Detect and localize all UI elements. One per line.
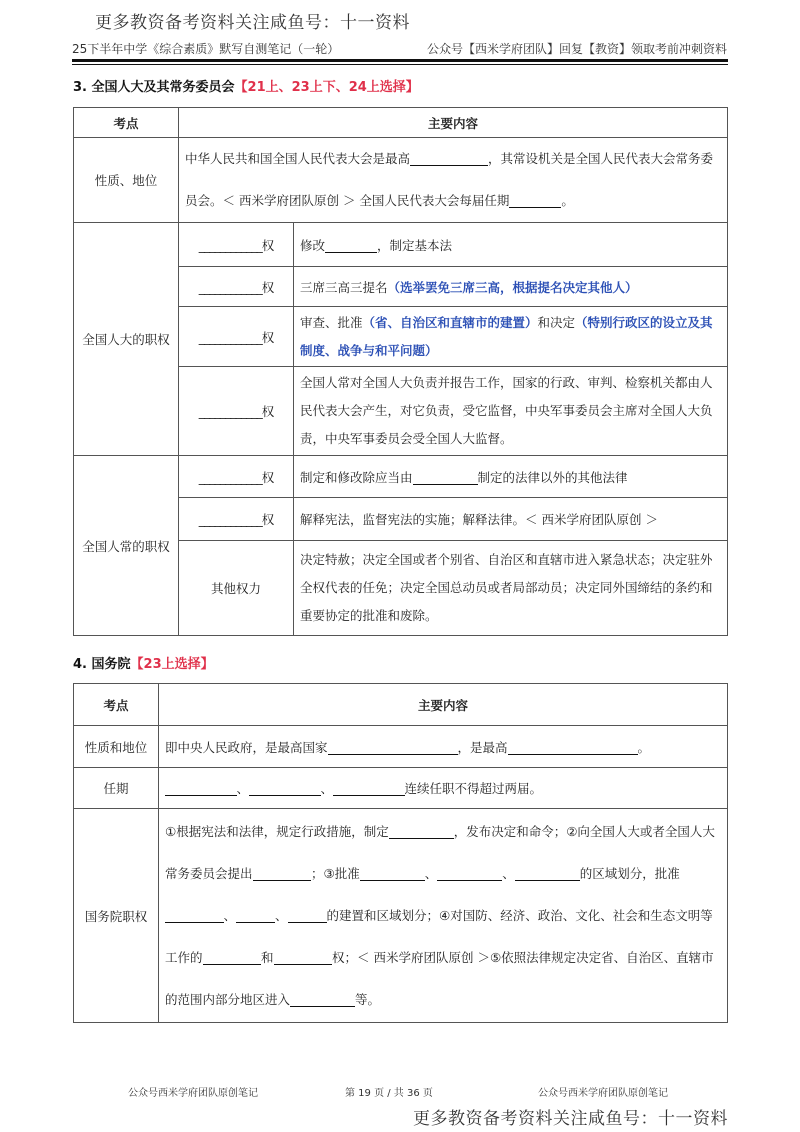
table-row <box>74 138 728 223</box>
text-segment: 、 <box>275 907 288 923</box>
fill-in-blank <box>360 867 425 881</box>
row-content <box>179 138 728 223</box>
fill-in-blank <box>236 909 275 923</box>
header-left: 25下半年中学《综合素质》默写自测笔记（一轮） <box>72 42 340 56</box>
section-title: 全国人大及其常务委员会 <box>91 80 235 95</box>
text-segment: 。 <box>637 739 651 755</box>
text-segment: 权；＜ 西米学府团队原创 ＞⑤依照法律规定决定省、自治区、直辖市的范围内部分地区进入 <box>165 949 714 1007</box>
fill-in-blank <box>413 471 478 485</box>
row-content <box>159 809 728 1023</box>
header-rule <box>72 59 728 62</box>
text-segment: 、 <box>236 781 250 796</box>
text-segment: 、 <box>502 865 515 881</box>
row-label: 性质、地位 <box>74 138 179 223</box>
text-segment: 和 <box>261 949 274 965</box>
row-label: 全国人大的职权 <box>74 223 179 456</box>
fill-in-blank <box>274 951 333 965</box>
section-3-heading <box>73 76 419 95</box>
exam-tag: 【23上选择】 <box>130 657 214 672</box>
text-segment: （省、自治区和直辖市的建置） <box>362 314 538 330</box>
row-label: 国务院职权 <box>74 809 159 1023</box>
page-number: 第 19 页 / 共 36 页 <box>345 1088 433 1099</box>
text-segment: 中华人民共和国全国人民代表大会是最高 <box>185 151 411 166</box>
row-label: 任期 <box>74 768 159 809</box>
power-name: ____________权 <box>179 456 294 498</box>
fill-in-blank <box>509 195 561 209</box>
power-content <box>294 498 728 541</box>
fill-in-blank <box>515 867 580 881</box>
fill-in-blank <box>333 783 405 797</box>
row-content <box>159 726 728 768</box>
text-segment: 三席三高三提名 <box>300 279 388 295</box>
text-segment: 的区域划分，批准 <box>579 865 680 881</box>
section-title: 国务院 <box>91 657 131 672</box>
fill-in-blank <box>389 825 454 839</box>
fill-in-blank <box>249 783 321 797</box>
power-content <box>294 267 728 307</box>
text-segment: ，是最高 <box>457 739 508 755</box>
fill-in-blank <box>328 741 458 755</box>
power-content <box>294 541 728 636</box>
fill-in-blank <box>290 993 355 1007</box>
header-right: 公众号【西米学府团队】回复【教资】领取考前冲刺资料 <box>426 42 727 56</box>
fill-in-blank <box>410 153 488 167</box>
table-header-row <box>74 108 728 138</box>
text-segment: 制定和修改除应当由 <box>300 469 413 485</box>
text-segment: 解释宪法，监督宪法的实施；解释法律。＜ 西米学府团队原创 ＞ <box>300 512 658 527</box>
text-segment: 审查、批准 <box>300 314 363 330</box>
power-content <box>294 456 728 498</box>
text-segment: 即中央人民政府，是最高国家 <box>165 739 328 755</box>
text-segment: ，其常设机关是全国人民代表大会常务委员会。＜ 西米学府团队原创 ＞ 全国人民代表大会每届任期 <box>185 151 714 208</box>
power-name: ____________权 <box>179 223 294 267</box>
text-segment: （特别行政区的设立及其制度、战争与和平问题） <box>300 314 713 358</box>
footer-right: 公众号西米学府团队原创笔记 <box>538 1088 668 1099</box>
fill-in-blank <box>165 783 237 797</box>
column-header: 考点 <box>74 108 179 138</box>
column-header: 考点 <box>74 684 159 726</box>
power-content <box>294 307 728 367</box>
npc-table <box>73 107 728 636</box>
text-segment: 的建置和区域划分；④对国防、经济、政治、文化、社会和生态文明等工作的 <box>165 907 713 965</box>
fill-in-blank <box>437 867 502 881</box>
fill-in-blank <box>508 741 638 755</box>
power-name: ____________权 <box>179 267 294 307</box>
table-row <box>74 768 728 809</box>
table-header-row <box>74 684 728 726</box>
exam-tag: 【21上、23上下、24上选择】 <box>234 80 419 95</box>
overlay-notice-top: 更多教资备考资料关注咸鱼号：十一资料 <box>95 13 410 33</box>
section-number: 3. <box>73 80 87 95</box>
text-segment: 、 <box>424 865 438 881</box>
text-segment: 等。 <box>355 991 381 1007</box>
text-segment: 制定的法律以外的其他法律 <box>477 469 628 485</box>
text-segment: ，制定基本法 <box>377 237 453 253</box>
column-header: 主要内容 <box>179 108 728 138</box>
power-name: 其他权力 <box>179 541 294 636</box>
header-rule-thin <box>72 64 728 65</box>
footer-left: 公众号西米学府团队原创笔记 <box>128 1088 258 1099</box>
fill-in-blank <box>165 909 224 923</box>
table-row <box>74 726 728 768</box>
text-segment: 修改 <box>300 237 326 253</box>
fill-in-blank <box>253 867 312 881</box>
power-content <box>294 223 728 267</box>
power-name: ____________权 <box>179 367 294 456</box>
section-4-heading <box>73 653 214 672</box>
text-segment: 连续任职不得超过两届。 <box>404 781 543 796</box>
text-segment: 、 <box>223 907 237 923</box>
text-segment: 全国人常对全国人大负责并报告工作，国家的行政、审判、检察机关都由人民代表大会产生，对它负责，受它监督，中央军事委员会主席对全国人大负责，中央军事委员会受全国人大监督。 <box>300 375 713 446</box>
fill-in-blank <box>203 951 262 965</box>
table-row <box>74 456 728 498</box>
section-number: 4. <box>73 657 87 672</box>
fill-in-blank <box>325 239 377 253</box>
text-segment: ；③批准 <box>311 865 360 881</box>
overlay-notice-bottom: 更多教资备考资料关注咸鱼号：十一资料 <box>413 1109 728 1129</box>
fill-in-blank <box>288 909 327 923</box>
power-name: ____________权 <box>179 307 294 367</box>
table-row <box>74 809 728 1023</box>
table-row <box>74 223 728 267</box>
power-content <box>294 367 728 456</box>
state-council-table <box>73 683 728 1023</box>
row-label: 性质和地位 <box>74 726 159 768</box>
text-segment: 、 <box>320 781 334 796</box>
text-segment: ，发布决定和命令；②向全国人大或者全国人大常务委员会提出 <box>165 823 715 881</box>
row-content <box>159 768 728 809</box>
text-segment: 和决定 <box>537 314 576 330</box>
row-label: 全国人常的职权 <box>74 456 179 636</box>
power-name: ____________权 <box>179 498 294 541</box>
text-segment: 。 <box>561 193 574 208</box>
column-header: 主要内容 <box>159 684 728 726</box>
text-segment: 决定特赦；决定全国或者个别省、自治区和直辖市进入紧急状态；决定驻外全权代表的任免；决定全国总动员或者局部动员；决定同外国缔结的条约和重要协定的批准和废除。 <box>300 552 713 623</box>
text-segment: （选举罢免三席三高，根据提名决定其他人） <box>387 279 638 295</box>
text-segment: ①根据宪法和法律，规定行政措施，制定 <box>165 823 389 839</box>
